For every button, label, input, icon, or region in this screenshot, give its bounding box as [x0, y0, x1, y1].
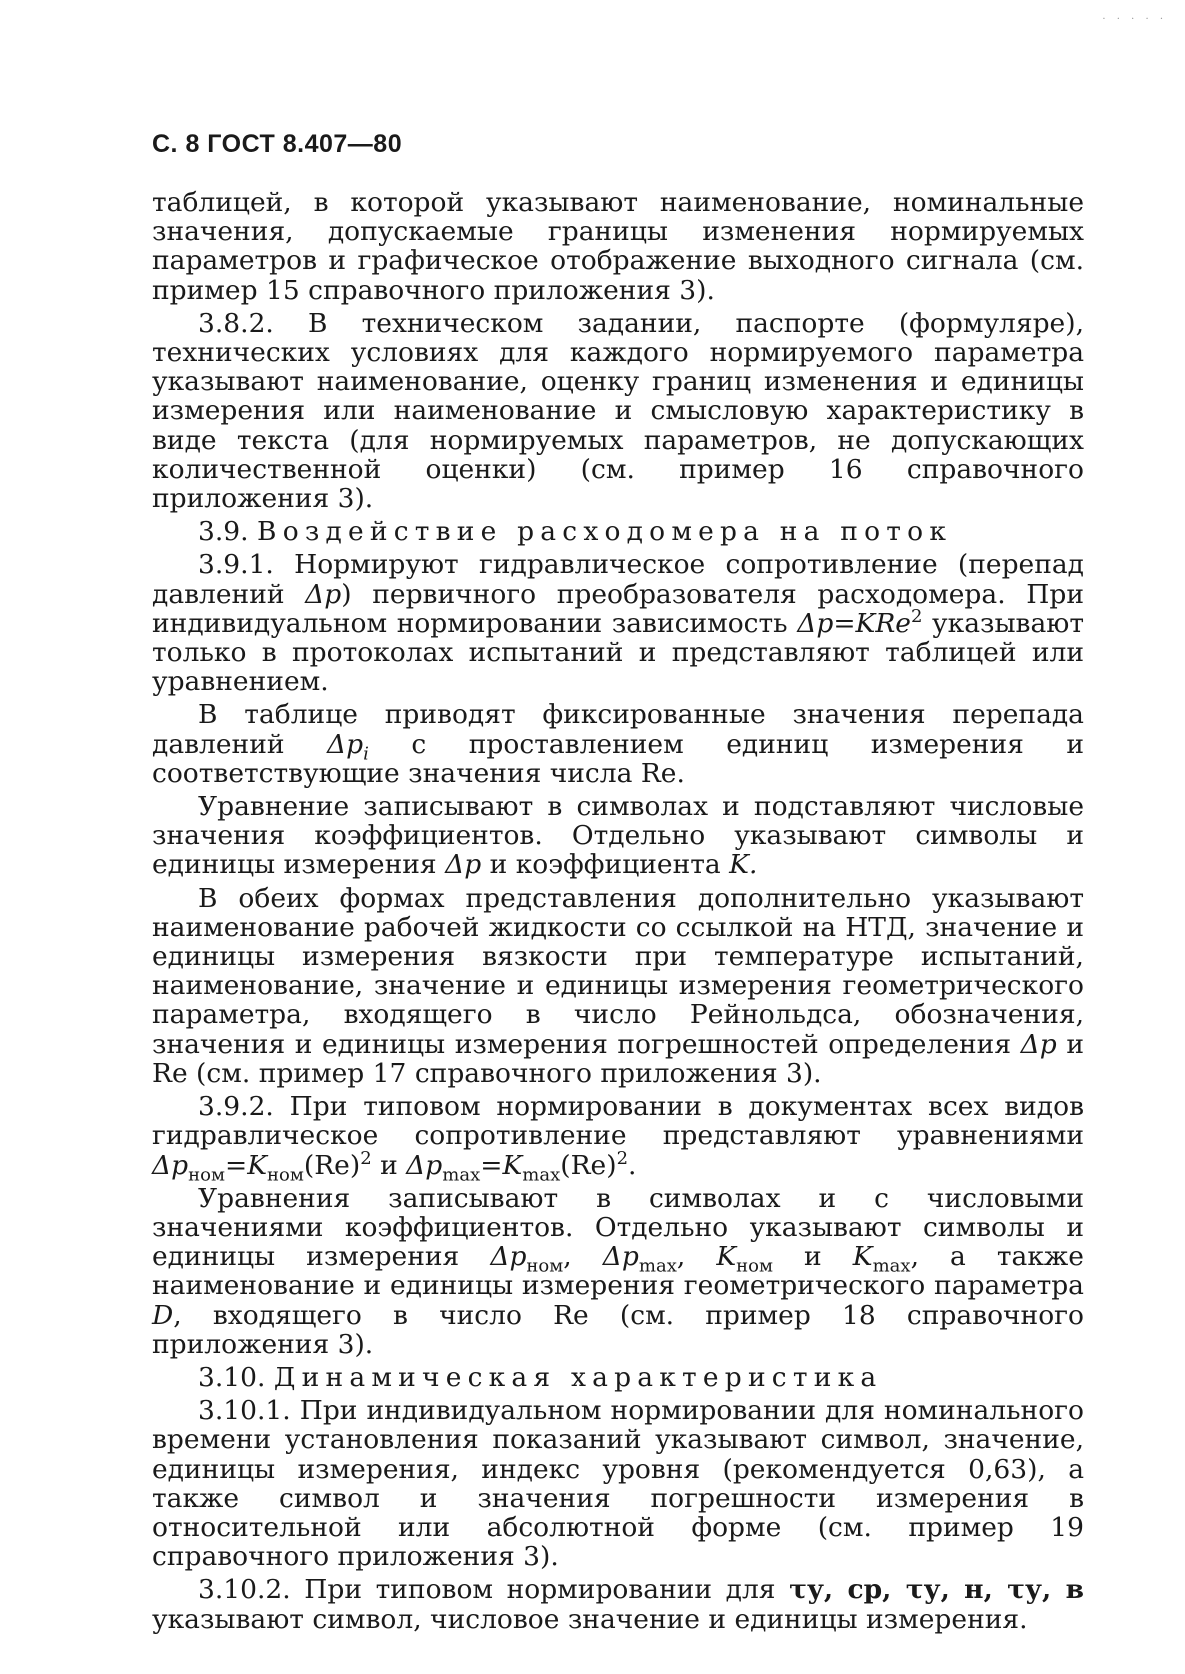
paragraph-equations-symbols	[152, 1184, 1084, 1359]
section-heading-3-10	[152, 1363, 1084, 1392]
formula-end: .	[628, 1149, 637, 1181]
formula-subscript: ном	[526, 1255, 564, 1277]
formula-dp-eq: Δp=KRe	[797, 607, 911, 639]
section-title: Воздействие расходомера на поток	[257, 516, 953, 548]
formula-k-max: K	[852, 1241, 873, 1273]
section-title: Динамическая характеристика	[273, 1361, 883, 1393]
paragraph-3-10-2	[152, 1575, 1084, 1633]
formula-subscript: max	[522, 1163, 561, 1185]
text-run: ,	[676, 1241, 717, 1273]
formula-subscript: max	[442, 1163, 481, 1185]
formula-superscript: 2	[360, 1147, 372, 1169]
formula-subscript: ном	[188, 1163, 225, 1185]
formula-superscript: 2	[616, 1147, 629, 1169]
text-run: указывают символ, числовое значение и единицы измерения.	[152, 1603, 1028, 1635]
formula-subscript: ном	[267, 1163, 304, 1185]
text-run: ,	[563, 1241, 603, 1273]
paragraph-3-8-2: 3.8.2. В техническом задании, паспорте (формуляре), технических условиях для каждого нормируемого параметра указывают наименование, оценку границ изменения и единицы измерения или наименование и смысловую характеристику в виде текста (для нормируемых параметров, не допускающих количественной оценки) (см. пример 16 справочного приложения 3).	[152, 307, 1084, 515]
text-run: ) первичного преобразователя расходомера. При индивидуальном нормировании зависимость	[152, 578, 1084, 639]
paragraph-continuation: таблицей, в которой указывают наименование, номинальные значения, допускаемые границы изменения нормируемых параметров и графическое отображение выходного сигнала (см. пример 15 справочного приложения 3).	[152, 187, 1084, 306]
paragraph-3-10-1: 3.10.1. При индивидуальном нормировании для номинального времени установления показаний указывают символ, значение, единицы измерения, индекс уровня (рекомендуется 0,63), а также символ и значения погрешности измерения в относительной или абсолютной форме (см. пример 19 справочного приложения 3).	[152, 1395, 1084, 1573]
text-run: Уравнение записывают в символах и подставляют числовые значения коэффициентов. Отдельно указывают символы и единицы измерения	[152, 791, 1084, 881]
formula-k-max: =K	[480, 1149, 523, 1181]
section-number: 3.10.	[198, 1361, 266, 1393]
formula-D: D	[152, 1299, 174, 1331]
formula-K: K.	[729, 849, 758, 881]
formula-re: (Re)	[560, 1149, 617, 1181]
text-run: с проставлением единиц измерения и соответствующие значения числа Re.	[152, 728, 1084, 789]
formula-k-nom: =K	[224, 1149, 267, 1181]
formula-dp: Δp	[305, 578, 342, 610]
formula-dp-max: Δp	[602, 1241, 639, 1273]
section-number: 3.9.	[198, 516, 249, 548]
text-run: В обеих формах представления дополнительно указывают наименование рабочей жидкости со ссылкой на НТД, значение и единицы измерения вязкости при температуре испытаний, наименование, значение и единицы измерения геометрического параметра, входящего в число Рейнольдса, обозначения, значения и единицы измерения погрешностей определения	[152, 882, 1084, 1060]
paragraph-equation	[152, 792, 1084, 880]
formula-tau-list: τу, ср, τу, н, τу, в	[789, 1574, 1084, 1606]
formula-re: (Re)	[303, 1149, 361, 1181]
text-run: Уравнения записывают в символах и с числовыми значениями коэффициентов. Отдельно указывают символы и единицы измерения	[152, 1182, 1084, 1273]
formula-dp: Δp	[1020, 1028, 1057, 1060]
formula-k-nom: K	[716, 1241, 737, 1273]
text-run: В таблице приводят фиксированные значения перепада давлений	[152, 699, 1084, 760]
text-run: 3.9.1. Нормируют гидравлическое сопротивление (перепад давлений	[152, 549, 1084, 610]
text-run: и	[371, 1149, 407, 1181]
text-run: 3.9.2. При типовом нормировании в документах всех видов гидравлическое сопротивление представляют уравнениями	[152, 1091, 1084, 1152]
formula-dp-max: Δp	[406, 1149, 443, 1181]
formula-subscript: i	[363, 742, 369, 764]
text-run: , а также наименование и единицы измерения геометрического параметра	[152, 1241, 1084, 1302]
paragraph-3-9-2	[152, 1091, 1084, 1185]
section-heading-3-9	[152, 517, 1084, 546]
text-run: 3.10.2. При типовом нормировании для	[198, 1574, 790, 1606]
scan-artifact: · · · · ·	[1102, 14, 1167, 25]
formula-subscript: max	[638, 1255, 677, 1277]
paragraph-both-forms	[152, 884, 1084, 1088]
formula-dp-nom: Δp	[152, 1149, 189, 1181]
paragraph-3-9-1	[152, 550, 1084, 696]
formula-dp: Δp	[445, 849, 482, 881]
formula-dp-nom: Δp	[490, 1241, 527, 1273]
formula-subscript: max	[872, 1255, 911, 1277]
text-run: указывают только в протоколах испытаний и представляют таблицей или уравнением.	[152, 607, 1084, 698]
text-run: , входящего в число Re (см. пример 18 справочного приложения 3).	[152, 1299, 1084, 1360]
document-body	[152, 188, 1084, 1638]
text-run: и Re (см. пример 17 справочного приложения 3).	[152, 1028, 1084, 1089]
page-header: С. 8 ГОСТ 8.407—80	[152, 130, 403, 158]
paragraph-table	[152, 700, 1084, 788]
formula-subscript: ном	[736, 1255, 774, 1277]
formula-dp-i: Δp	[327, 728, 364, 760]
text-run: и	[773, 1241, 853, 1273]
formula-superscript: 2	[910, 606, 923, 628]
text-run: и коэффициента	[481, 849, 730, 881]
